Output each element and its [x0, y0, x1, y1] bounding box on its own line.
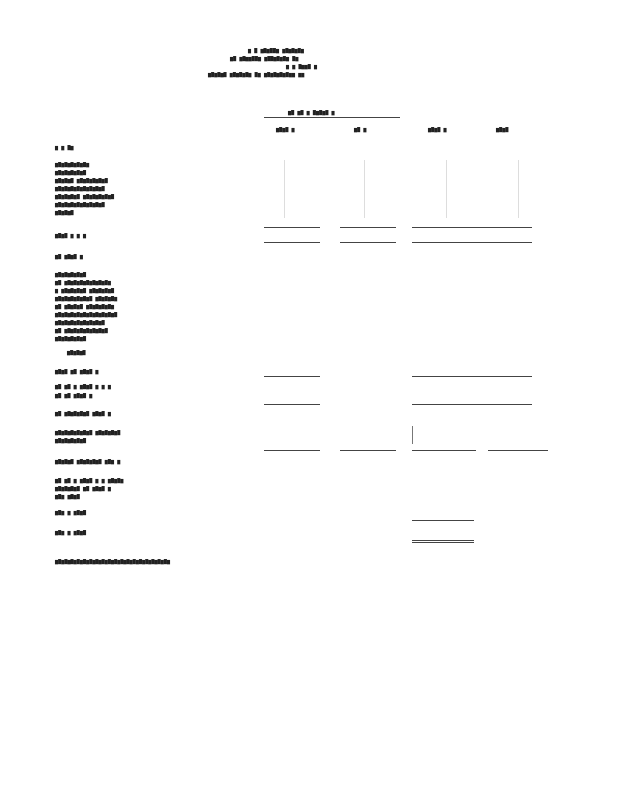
eps-double-rule: [412, 540, 474, 541]
doc-title-line-1: ▆ ▇ ▆▇▆▇▇▆ ▆▇▆▇▆▇▆: [248, 48, 304, 54]
total-rule: [412, 242, 532, 243]
doc-title-line-4: ▆▇▆▇▆▇ ▆▇▆▇▆▇▆ ▇▆ ▆▇▆▇▆▇▆▇▆▆ ▆▆: [208, 72, 305, 78]
section-1-title: ▆ ▆ ▇▆: [55, 145, 74, 151]
column-header-4: ▆▇▆▇: [496, 127, 509, 133]
section-2-row: ▆▇ ▆▇▆▇▆▇ ▆▇▆▇▆▇▆▇▆: [55, 304, 115, 310]
total-rule: [264, 376, 320, 377]
section-3-title: ▆▇ ▆▇▆▇▆▇▆▇ ▆▇▆▇ ▆: [55, 411, 111, 417]
section-1-row: ▆▇▆▇▆▇▆▇▆▇▆▇▆▇▆▇: [55, 186, 105, 192]
section-1-row: ▆▇▆▇▆▇▆▇▆▇: [55, 170, 87, 176]
number-column-4: [518, 160, 519, 218]
column-header-1: ▆▇▆▇ ▆: [276, 127, 295, 133]
section-2-row: ▆▇▆▇▆▇: [67, 350, 86, 356]
bottom-line: ▆▇▆▇▆▇▆▇ ▆▇ ▆▇▆▇ ▆: [55, 486, 111, 492]
header-rule: [264, 117, 400, 118]
section-2-row: ▆ ▆▇▆▇▆▇▆▇ ▆▇▆▇▆▇▆▇: [55, 288, 115, 294]
section-2-row: ▆▇▆▇▆▇▆▇▆▇▆▇ ▆▇▆▇▆▇▆: [55, 296, 118, 302]
section-1-row: ▆▇▆▇▆▇▆▇ ▆▇▆▇▆▇▆▇▆▇: [55, 194, 115, 200]
number-column-2: [364, 160, 365, 218]
bottom-line: ▆▇▆ ▆▇▆▇: [55, 494, 80, 500]
section-2-row: ▆▇ ▆▇▆▇▆▇▆▇▆▇▆▇▆▇▆: [55, 280, 111, 286]
section-3-row: ▆▇▆▇▆▇▆▇▆▇: [55, 438, 87, 444]
doc-title-line-2: ▆▇ ▆▇▆▆▇▇▆ ▆▇▇▆▇▆▇▆ ▇▆: [230, 56, 299, 62]
eps-line: ▆▇▆ ▆ ▆▇▆▇: [55, 530, 87, 536]
section-3-total: ▆▇▆▇▆▇ ▆▇▆▇▆▇▆▇ ▆▇▆ ▆: [55, 459, 121, 465]
section-2-total: ▆▇▆▇ ▆▇ ▆▇▆▇ ▆: [55, 369, 99, 375]
subtotal-rule: [340, 227, 396, 228]
subtotal-rule: [412, 227, 532, 228]
column-group-label: ▆▇ ▆▇ ▆ ▇▆▇▆▇ ▆: [288, 110, 335, 116]
total-rule: [340, 242, 396, 243]
section-2-row: ▆▇▆▇▆▇▆▇▆▇▆▇▆▇▆▇▆▇▆▇: [55, 312, 118, 318]
eps-rule: [412, 520, 474, 521]
subtotal-rule: [264, 227, 320, 228]
number-column-3: [446, 160, 447, 218]
section-2-title: ▆▇ ▆▇▆▇ ▆: [55, 254, 83, 260]
footnote: ▆▇▆▇▆▇▆▇▆▇▆▇▆▇▆▇▆▇▆▇▆▇▆▇▆▇▆▇▆▇▆▇▆▇▆▇▆: [55, 559, 171, 565]
column-header-2: ▆▇ ▆: [354, 127, 367, 133]
section-3-row: ▆▇▆▇▆▇▆▇▆▇▆▇ ▆▇▆▇▆▇▆▇: [55, 430, 121, 436]
section-1-row: ▆▇▆▇▆▇ ▆▇▆▇▆▇▆▇▆▇: [55, 178, 108, 184]
bracket-mark: [412, 426, 413, 444]
section-2-row: ▆▇ ▆▇▆▇▆▇▆▇▆▇▆▇▆▇: [55, 328, 108, 334]
section-1-row: ▆▇▆▇▆▇▆▇▆▇▆▇▆▇▆▇: [55, 202, 105, 208]
total-rule: [412, 376, 532, 377]
subtotal-rule: [264, 450, 320, 451]
subtotal-rule: [412, 450, 476, 451]
number-column-1: [284, 160, 285, 218]
eps-line: ▆▇▆ ▆ ▆▇▆▇: [55, 510, 87, 516]
subtotal-rule: [488, 450, 548, 451]
section-2-row: ▆▇▆▇▆▇▆▇▆▇: [55, 336, 87, 342]
subtotal-rule: [340, 450, 396, 451]
bottom-line: ▆▇ ▆▇ ▆ ▆▇▆▇ ▆ ▆ ▆▇▆▇▆: [55, 478, 124, 484]
doc-title-line-3: ▆ ▆ ▇▆▆▇ ▆: [286, 64, 318, 70]
total-rule: [412, 404, 532, 405]
section-2-row: ▆▇▆▇▆▇▆▇▆▇: [55, 272, 87, 278]
mid-line: ▆▇ ▆▇ ▆▇▆▇ ▆: [55, 393, 93, 399]
section-1-total: ▆▇▆▇ ▆ ▆ ▆: [55, 233, 87, 239]
total-rule: [264, 242, 320, 243]
section-2-row: ▆▇▆▇▆▇▆▇▆▇▆▇▆▇▆▇: [55, 320, 105, 326]
mid-line: ▆▇ ▆▇ ▆ ▆▇▆▇ ▆ ▆ ▆: [55, 384, 111, 390]
total-rule: [264, 404, 320, 405]
section-1-row: ▆▇▆▇▆▇: [55, 210, 74, 216]
eps-double-rule: [412, 542, 474, 543]
column-header-3: ▆▇▆▇ ▆: [428, 127, 447, 133]
section-1-row: ▆▇▆▇▆▇▆▇▆▇▆: [55, 162, 90, 168]
